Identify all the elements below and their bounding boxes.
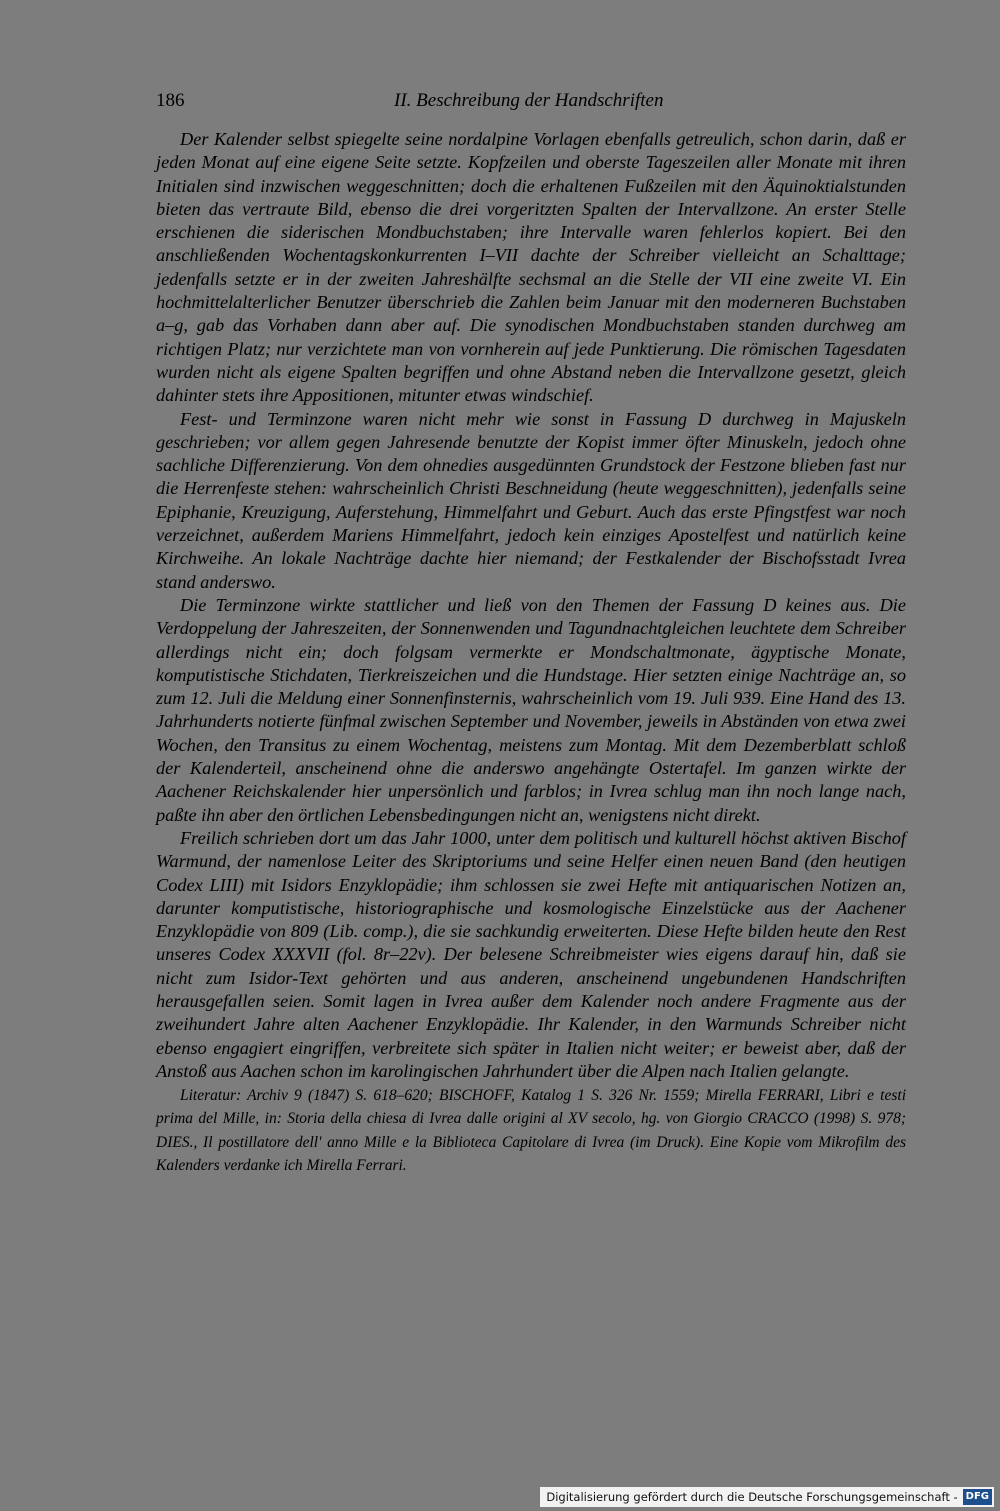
- page-number: 186: [156, 90, 185, 111]
- paragraph: Die Terminzone wirkte stattlicher und ließ von den Themen der Fassung D keines aus. Die Verdoppelung der Jahreszeiten, der Sonnenwenden und Tagundnachtgleichen leuchtete dem Schreiber allerdings nicht ein; doch folgsam vermerkte er Mondschaltmonate, ägyptische Monate, komputistische Stichdaten, Tierkreiszeichen und die Hundstage. Hier setzten einige Nachträge an, so zum 12. Juli die Meldung einer Sonnenfinsternis, wahrscheinlich vom 19. Juli 939. Eine Hand des 13. Jahrhunderts notierte fünfmal zwischen September und November, jeweils in Abständen von etwa zwei Wochen, den Transitus zu einem Wochentag, meistens zum Montag. Mit dem Dezemberblatt schloß der Kalenderteil, anscheinend ohne die anderswo angehängte Ostertafel. Im ganzen wirkte der Aachener Reichskalender hier unpersönlich und farblos; in Ivrea schlug man ihn noch lange nach, paßte ihn aber den örtlichen Lebensbedingungen nicht an, wenigstens nicht direkt.: [156, 594, 906, 825]
- funding-footer: [540, 1487, 994, 1507]
- body-text: [156, 128, 906, 1177]
- paragraph: Freilich schrieben dort um das Jahr 1000, unter dem politisch und kulturell höchst aktiven Bischof Warmund, der namenlose Leiter des Skriptoriums und seine Helfer einen neuen Band (den heutigen Codex LIII) mit Isidors Enzyklopädie; ihm schlossen sie zwei Hefte mit antiquarischen Notizen an, darunter komputistische, historiographische und kosmologische Einzelstücke aus der Aachener Enzyklopädie von 809 (Lib. comp.), die sie sachkundig erweiterten. Diese Hefte bilden heute den Rest unseres Codex XXXVII (fol. 8r–22v). Der belesene Schreibmeister wies eigens darauf hin, daß sie nicht zum Isidor-Text gehörten und aus anderen, anscheinend ungebundenen Handschriften herausgefallen seien. Somit lagen in Ivrea außer dem Kalender noch andere Fragmente aus der zweihundert Jahre alten Aachener Enzyklopädie. Ihr Kalender, in den Warmunds Schreiber nicht ebenso engagiert eingriffen, verbreitete sich später in Italien nicht weiter; er beweist aber, daß der Anstoß aus Aachen schon im karolingischen Jahrhundert über die Alpen nach Italien gelangte.: [156, 827, 906, 1081]
- paragraph: Der Kalender selbst spiegelte seine nordalpine Vorlagen ebenfalls getreulich, schon darin, daß er jeden Monat auf eine eigene Seite setzte. Kopfzeilen und oberste Tageszeilen aller Monate mit ihren Initialen sind inzwischen weggeschnitten; doch die erhaltenen Fußzeilen mit den Äquinoktialstunden bieten das vertraute Bild, ebenso die drei vorgeritzten Spalten der Intervallzone. An erster Stelle erschienen die siderischen Mondbuchstaben; ihre Intervalle waren fehlerlos kopiert. Bei den anschließenden Wochentagskonkurrenten I–VII dachte der Schreiber vielleicht an Schalttage; jedenfalls setzte er in der zweiten Jahreshälfte sechsmal an die Stelle der VII eine zweite VI. Ein hochmittelalterlicher Benutzer überschrieb die Zahlen beim Januar mit den moderneren Buchstaben a–g, gab das Vorhaben dann aber auf. Die synodischen Mondbuchstaben standen durchweg am richtigen Platz; nur verzichtete man von vornherein auf jede Punktierung. Die römischen Tagesdaten wurden nicht als eigene Spalten begriffen und ohne Abstand neben die Intervallzone gesetzt, gleich dahinter stets ihre Appositionen, mitunter etwas windschief.: [156, 129, 906, 406]
- dfg-logo-icon: DFG: [963, 1489, 992, 1505]
- funding-text: Digitalisierung gefördert durch die Deutsche Forschungsgemeinschaft -: [546, 1490, 958, 1504]
- literatur-note: Literatur: Archiv 9 (1847) S. 618–620; BISCHOFF, Katalog 1 S. 326 Nr. 1559; Mirella FERRARI, Libri e testi prima del Mille, in: Storia della chiesa di Ivrea dalle origini al XV secolo, hg. von Giorgio CRACCO (1998) S. 978; DIES., Il postillatore dell' anno Mille e la Biblioteca Capitolare di Ivrea (im Druck). Eine Kopie vom Mikrofilm des Kalenders verdanke ich Mirella Ferrari.: [156, 1087, 906, 1175]
- paragraph: Fest- und Terminzone waren nicht mehr wie sonst in Fassung D durchweg in Majuskeln geschrieben; vor allem gegen Jahresende benutzte der Kopist immer öfter Minuskeln, jedoch ohne sachliche Differenzierung. Von dem ohnedies ausgedünnten Grundstock der Festzone blieben fast nur die Herrenfeste stehen: wahrscheinlich Christi Beschneidung (heute weggeschnitten), jedenfalls seine Epiphanie, Kreuzigung, Auferstehung, Himmelfahrt und Geburt. Auch das erste Pfingstfest war noch verzeichnet, außerdem Mariens Himmelfahrt, jedoch kein einziges Apostelfest und natürlich keine Kirchweihe. An lokale Nachträge dachte hier niemand; der Festkalender der Bischofsstadt Ivrea stand anderswo.: [156, 408, 906, 592]
- running-head: II. Beschreibung der Handschriften: [394, 90, 664, 111]
